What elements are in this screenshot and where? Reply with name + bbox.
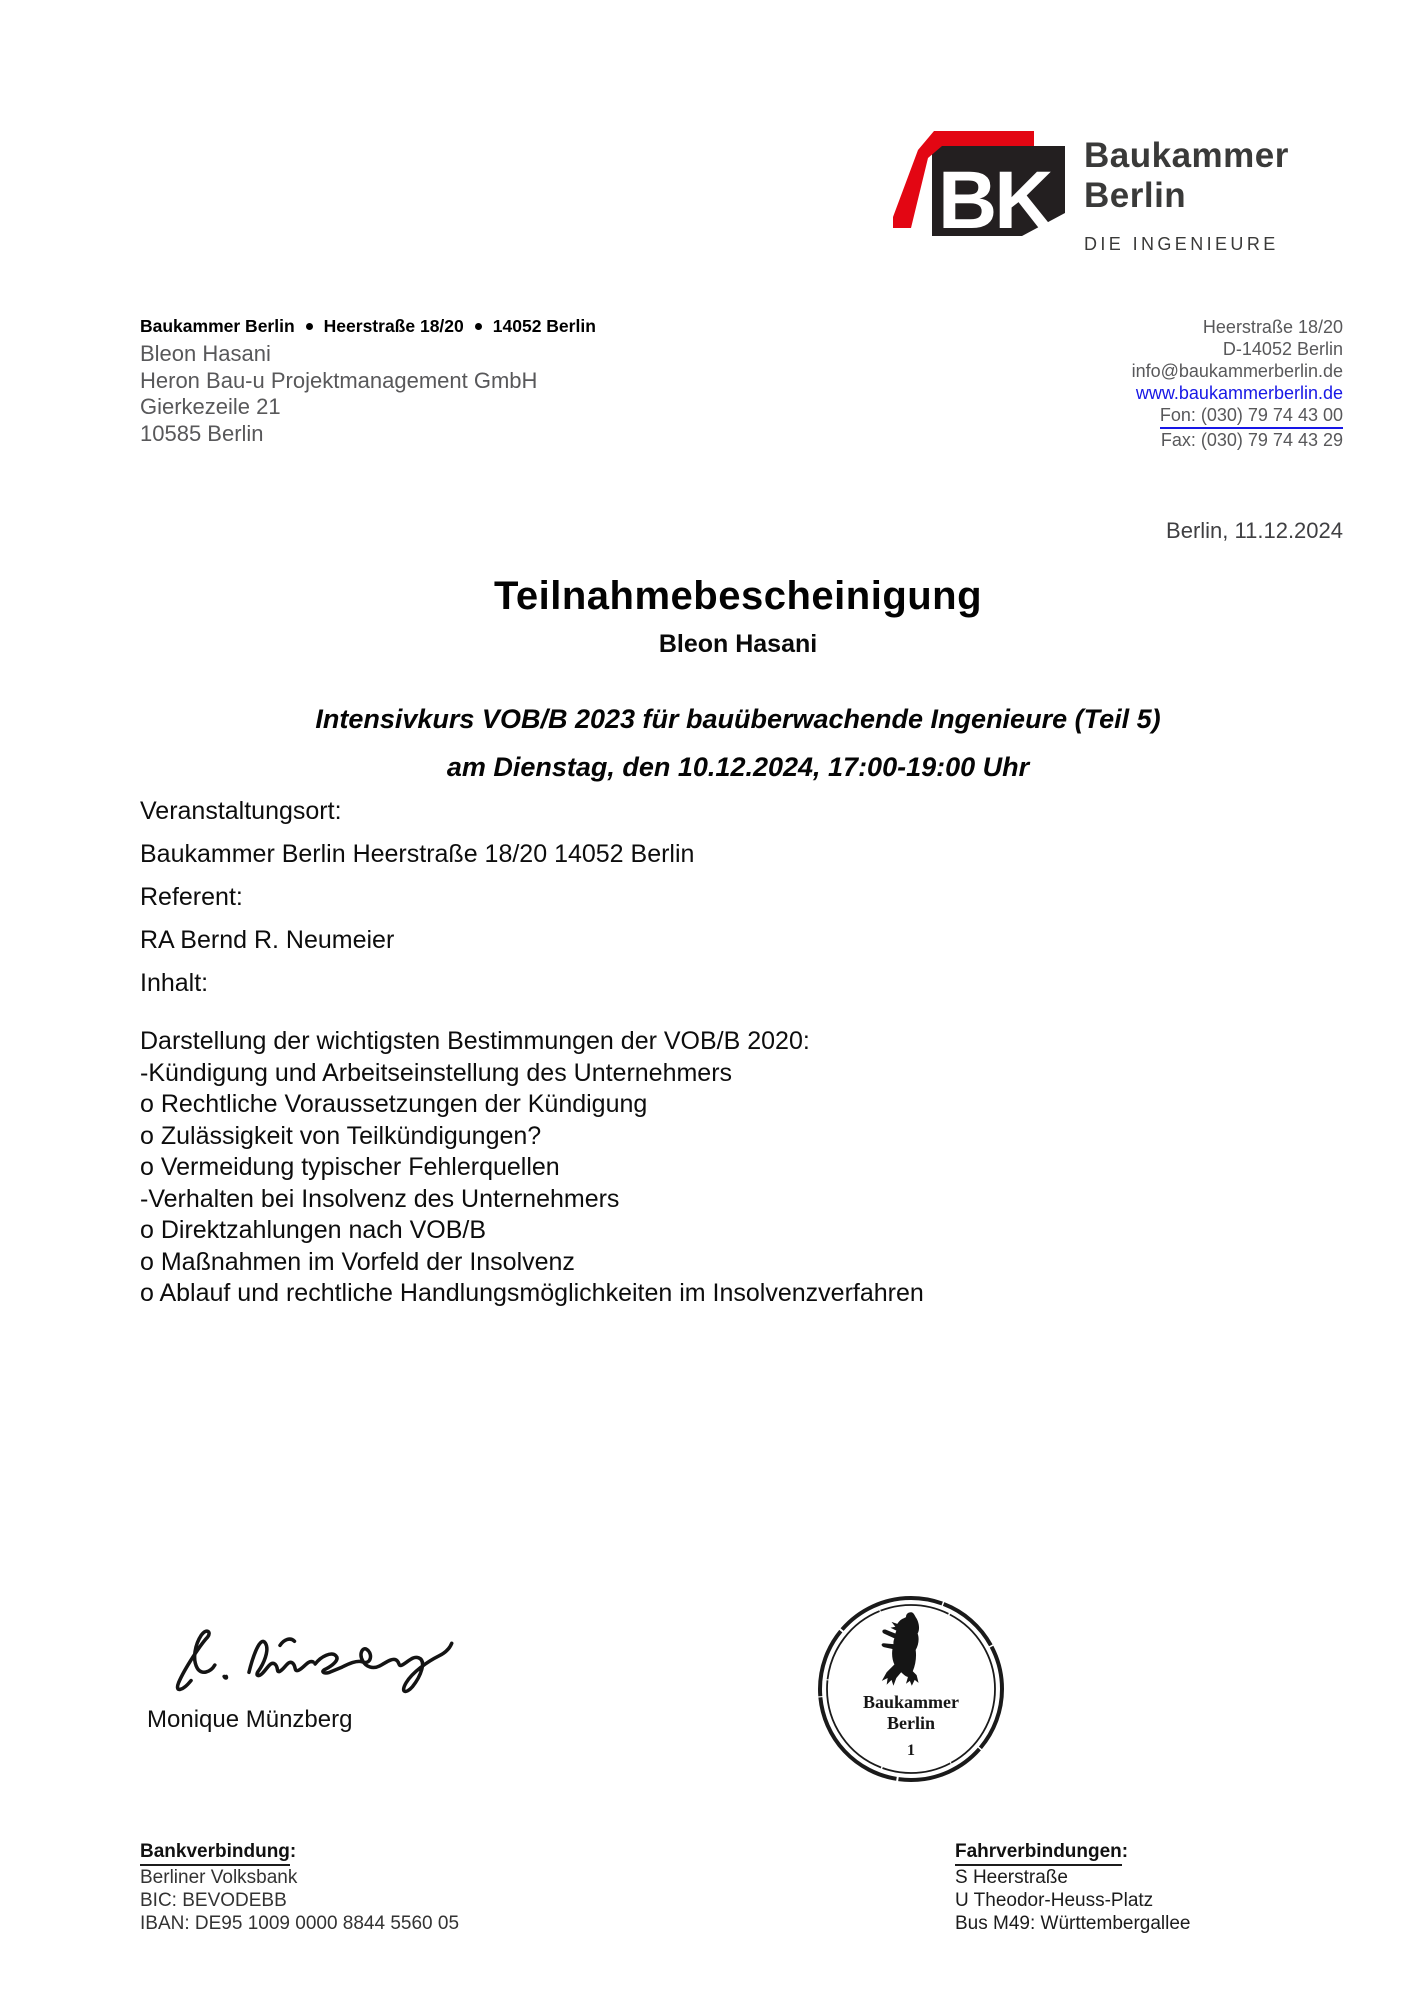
berlin-bear-icon <box>877 1610 935 1688</box>
sender-org: Baukammer Berlin <box>140 316 295 336</box>
round-stamp <box>816 1594 1006 1784</box>
svg-text:BK: BK <box>938 155 1051 240</box>
sender-return-line <box>140 316 596 337</box>
date-line: Berlin, 11.12.2024 <box>1166 518 1343 543</box>
logo-org-line2: Berlin <box>1084 176 1187 215</box>
website-link[interactable]: www.baukammerberlin.de <box>1135 383 1343 403</box>
bank-bic: BIC: BEVODEBB <box>140 1890 287 1911</box>
contact-street: Heerstraße 18/20 <box>1202 317 1343 337</box>
contact-fon: Fon: (030) 79 74 43 00 <box>1160 404 1343 429</box>
list-item: o Vermeidung typischer Fehlerquellen <box>140 1153 560 1181</box>
transport-bus: Bus M49: Württembergallee <box>955 1913 1191 1934</box>
event-details <box>140 790 694 1005</box>
transport-heading <box>955 1840 1191 1866</box>
transport-heading-text: Fahrverbindungen <box>955 1840 1122 1866</box>
bank-heading <box>140 1840 459 1866</box>
bank-details <box>140 1840 459 1935</box>
logo-org-name <box>1084 136 1289 216</box>
transport-heading-colon: : <box>1121 1841 1129 1862</box>
stamp-number: 1 <box>907 1742 915 1759</box>
bullet-separator-icon <box>306 323 313 330</box>
transport-sbahn: S Heerstraße <box>955 1867 1068 1888</box>
logo-org-line1: Baukammer <box>1084 136 1289 175</box>
logo-tagline: DIE INGENIEURE <box>1084 234 1279 254</box>
venue-label: Veranstaltungsort: <box>140 797 342 825</box>
transport-details <box>955 1840 1191 1935</box>
baukammer-logo <box>888 124 1068 240</box>
signature-image <box>160 1612 460 1716</box>
transport-ubahn: U Theodor-Heuss-Platz <box>955 1890 1154 1911</box>
course-title: Intensivkurs VOB/B 2023 für bauüberwachende Ingenieure (Teil 5) <box>315 704 1161 734</box>
course-content-list <box>140 1026 924 1310</box>
bank-iban: IBAN: DE95 1009 0000 8844 5560 05 <box>140 1913 460 1934</box>
recipient-name: Bleon Hasani <box>140 341 271 366</box>
bank-name: Berliner Volksbank <box>140 1867 298 1888</box>
stamp-org-line1: Baukammer <box>863 1692 959 1712</box>
list-item: o Zulässigkeit von Teilkündigungen? <box>140 1121 542 1150</box>
contact-block <box>1132 316 1343 451</box>
list-item: o Ablauf und rechtliche Handlungsmöglichkeiten im Insolvenzverfahren <box>140 1279 924 1307</box>
referent-value: RA Bernd R. Neumeier <box>140 926 395 954</box>
stamp-org-line2: Berlin <box>887 1713 935 1733</box>
certificate-title: Teilnahmebescheinigung <box>493 574 983 618</box>
contact-email: info@baukammerberlin.de <box>1131 361 1343 381</box>
referent-label: Referent: <box>140 883 243 911</box>
list-item: o Rechtliche Voraussetzungen der Kündigung <box>140 1090 648 1118</box>
content-label: Inhalt: <box>140 969 209 997</box>
recipient-street: Gierkezeile 21 <box>140 394 281 419</box>
content-intro: Darstellung der wichtigsten Bestimmungen der VOB/B 2020: <box>140 1027 810 1055</box>
participant-name: Bleon Hasani <box>658 630 818 658</box>
sender-street: Heerstraße 18/20 <box>323 316 464 336</box>
recipient-address <box>140 341 537 447</box>
course-datetime: am Dienstag, den 10.12.2024, 17:00-19:00 Uhr <box>446 752 1030 782</box>
venue-value: Baukammer Berlin Heerstraße 18/20 14052 Berlin <box>140 840 695 868</box>
sender-city: 14052 Berlin <box>492 316 596 336</box>
recipient-city: 10585 Berlin <box>140 420 264 446</box>
bank-heading-text: Bankverbindung <box>140 1840 290 1866</box>
list-item: -Verhalten bei Insolvenz des Unternehmers <box>140 1184 620 1213</box>
list-item: o Maßnahmen im Vorfeld der Insolvenz <box>140 1247 575 1276</box>
signature-name: Monique Münzberg <box>147 1706 353 1733</box>
list-item: -Kündigung und Arbeitseinstellung des Unternehmers <box>140 1058 733 1087</box>
list-item: o Direktzahlungen nach VOB/B <box>140 1216 487 1244</box>
recipient-company: Heron Bau-u Projektmanagement GmbH <box>140 367 538 393</box>
contact-fax: Fax: (030) 79 74 43 29 <box>1160 430 1343 450</box>
bk-logo-mark-icon <box>888 124 1068 240</box>
bullet-separator-icon <box>475 323 482 330</box>
bank-heading-colon: : <box>289 1841 297 1862</box>
contact-fon-line <box>1132 404 1343 429</box>
contact-city: D-14052 Berlin <box>1222 339 1343 359</box>
